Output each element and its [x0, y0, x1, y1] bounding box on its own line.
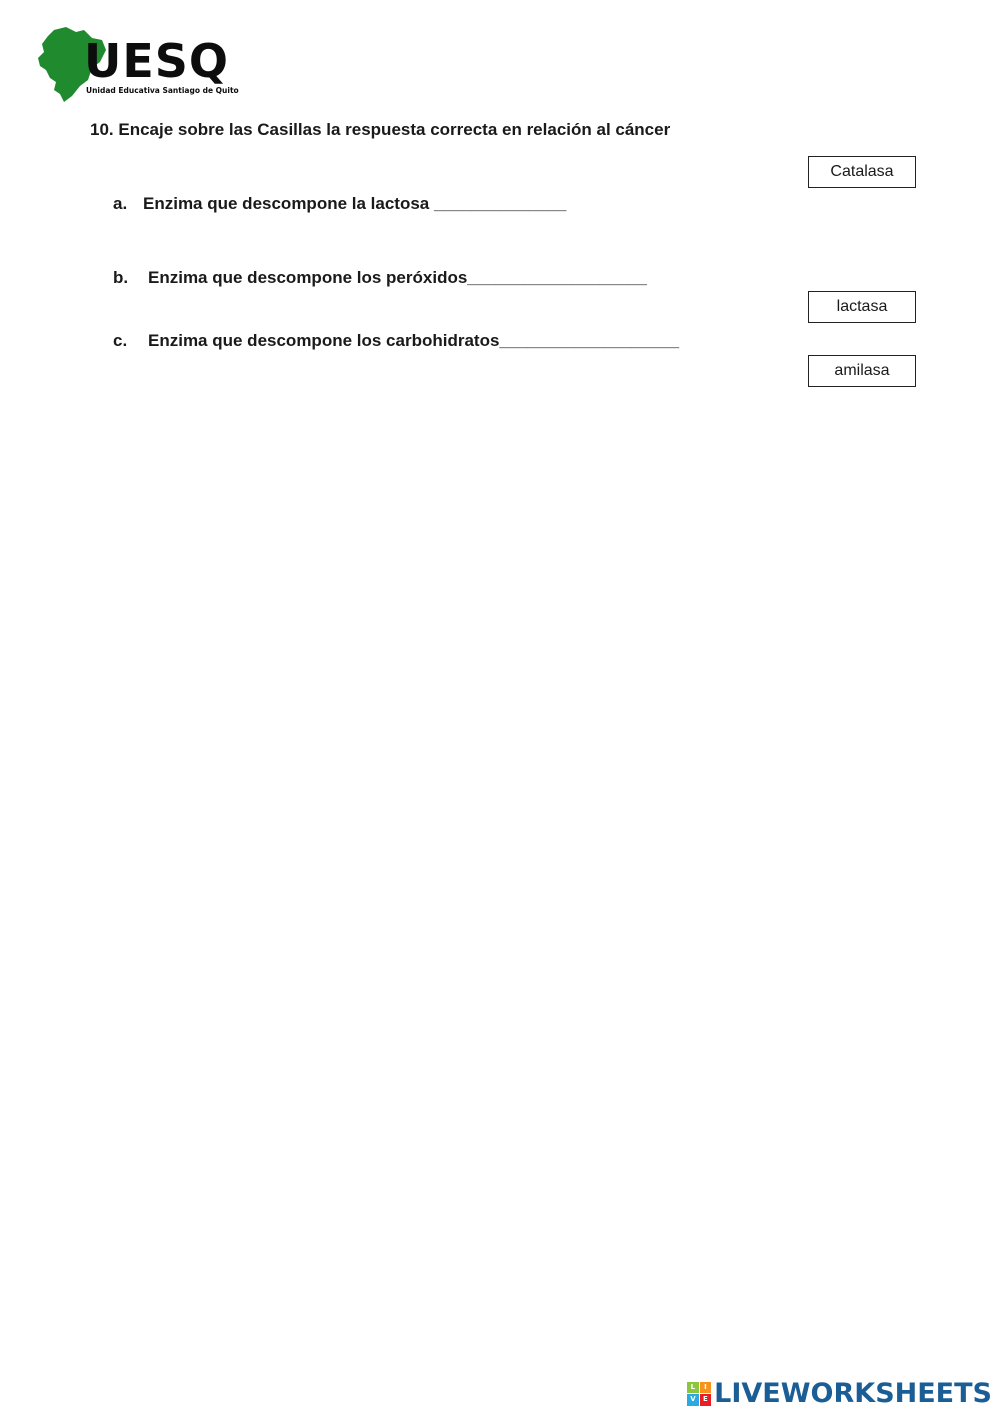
- liveworksheets-brand: LIVEWORKSHEETS: [714, 1378, 992, 1409]
- item-letter: a.: [113, 194, 128, 213]
- logo-letters: UESQ: [84, 34, 230, 88]
- question-item-a: [113, 194, 566, 214]
- question-item-c: [113, 331, 679, 351]
- answer-box-amilasa[interactable]: amilasa: [808, 355, 916, 387]
- question-item-b: [113, 268, 647, 288]
- item-text: Enzima que descompone la lactosa ______________: [143, 194, 567, 213]
- logo-subtitle: Unidad Educativa Santiago de Quito: [86, 86, 239, 95]
- item-text: Enzima que descompone los peróxidos___________________: [148, 268, 647, 287]
- item-letter: b.: [113, 268, 129, 287]
- school-logo: [36, 24, 239, 104]
- answer-box-catalasa[interactable]: Catalasa: [808, 156, 916, 188]
- question-title: 10. Encaje sobre las Casillas la respuesta correcta en relación al cáncer: [90, 120, 671, 139]
- liveworksheets-logo-icon: L I V E: [687, 1382, 711, 1406]
- liveworksheets-footer: [687, 1380, 992, 1407]
- answer-box-lactasa[interactable]: lactasa: [808, 291, 916, 323]
- item-text: Enzima que descompone los carbohidratos___________________: [148, 331, 680, 350]
- item-letter: c.: [113, 331, 128, 350]
